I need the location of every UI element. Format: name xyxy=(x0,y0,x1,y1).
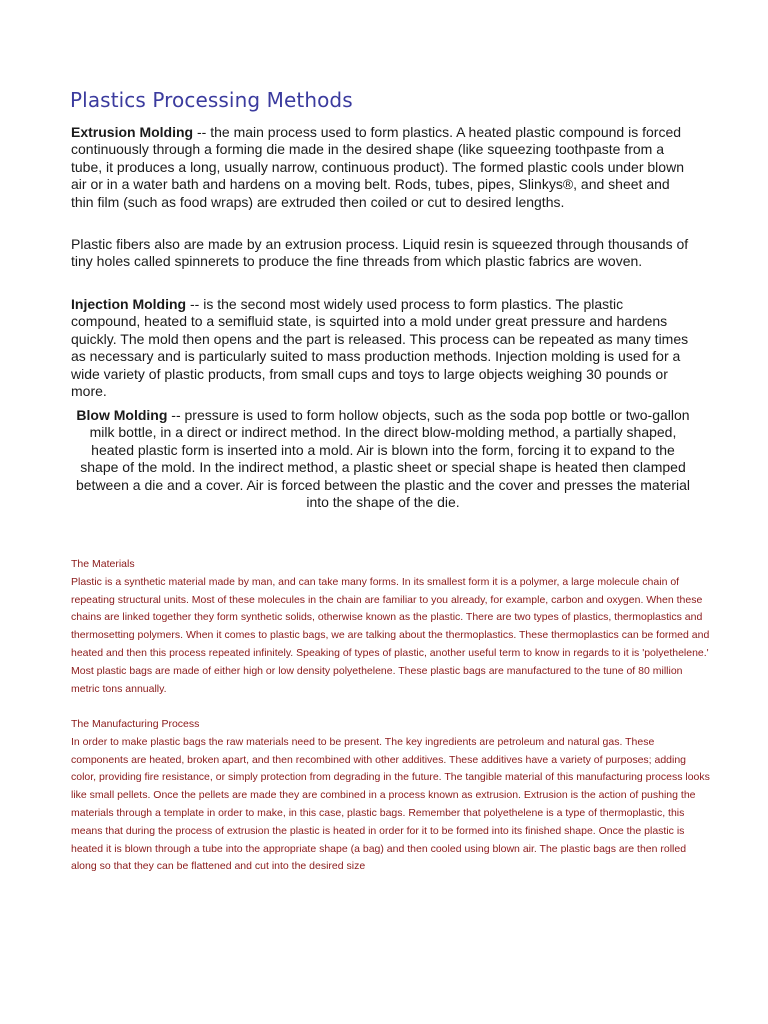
extrusion-molding-term: Extrusion Molding xyxy=(71,124,194,140)
injection-molding-paragraph xyxy=(71,296,691,400)
page-title: Plastics Processing Methods xyxy=(70,88,353,112)
plastic-fibers-paragraph: Plastic fibers also are made by an extrusion process. Liquid resin is squeezed through thousands of tiny holes called spinnerets to produce the fine threads from which plastic fabrics are woven. xyxy=(71,236,689,270)
injection-molding-term: Injection Molding xyxy=(71,296,187,312)
materials-heading: The Materials xyxy=(71,558,135,570)
blow-molding-paragraph xyxy=(72,407,694,511)
materials-text: Plastic is a synthetic material made by man, and can take many forms. In its smallest form it is a polymer, a large molecule chain of repeating structural units. Most of these molecules in the chain are familiar to you already, for example, carbon and oxygen. When these chains are linked together they form synthetic solids, otherwise known as the plastic. There are two types of plastics, thermoplastics and thermosetting polymers. When it comes to plastic bags, we are talking about the thermoplastics. These thermoplastics can be formed and heated and then this process repeated infinitely. Speaking of types of plastic, another useful term to know in regards to it is 'polyethelene.' Most plastic bags are made of either high or low density polyethelene. These plastic bags are manufactured to the tune of 80 million metric tons annually. xyxy=(71,575,710,695)
extrusion-molding-paragraph xyxy=(71,124,691,211)
injection-molding-text: -- is the second most widely used process to form plastics. The plastic compound, heated to a semifluid state, is squirted into a mold under great pressure and hardens quickly. The mold then opens and the part is released. This process can be repeated as many times as necessary and is particularly suited to mass production methods. Injection molding is used for a wide variety of plastic products, from small cups and toys to large objects weighing 30 pounds or more. xyxy=(71,296,689,400)
blow-molding-term: Blow Molding xyxy=(76,407,168,423)
manufacturing-heading: The Manufacturing Process xyxy=(71,718,200,730)
manufacturing-text: In order to make plastic bags the raw materials need to be present. The key ingredients are petroleum and natural gas. These components are heated, broken apart, and then recombined with other additives. These additives have a variety of purposes; adding color, providing fire resistance, or simply protection from degrading in the future. The tangible material of this manufacturing process looks like small pellets. Once the pellets are made they are combined in a process known as extrusion. Extrusion is the action of pushing the materials through a template in order to make, in this case, plastic bags. Remember that polyethelene is a type of thermoplastic, this means that during the process of extrusion the plastic is heated in order for it to be formed into its finished shape. Once the plastic is heated it is blown through a tube into the appropriate shape (a bag) and then cooled using blown air. The plastic bags are then rolled along so that they can be flattened and cut into the desired size xyxy=(71,735,710,873)
extrusion-molding-text: -- the main process used to form plastics. A heated plastic compound is forced continuously through a forming die made in the desired shape (like squeezing toothpaste from a tube, it produces a long, usually narrow, continuous product). The formed plastic cools under blown air or in a water bath and hardens on a moving belt. Rods, tubes, pipes, Slinkys®, and sheet and thin film (such as food wraps) are extruded then coiled or cut to desired lengths. xyxy=(71,124,684,210)
materials-section xyxy=(71,556,711,698)
manufacturing-section xyxy=(71,716,711,876)
blow-molding-text: -- pressure is used to form hollow objects, such as the soda pop bottle or two-gallon milk bottle, in a direct or indirect method. In the direct blow-molding method, a partially shaped, heated plastic form is inserted into a mold. Air is blown into the form, forcing it to expand to the shape of the mold. In the indirect method, a plastic sheet or special shape is heated then clamped between a die and a cover. Air is forced between the plastic and the cover and presses the material into the shape of the die. xyxy=(75,407,691,511)
